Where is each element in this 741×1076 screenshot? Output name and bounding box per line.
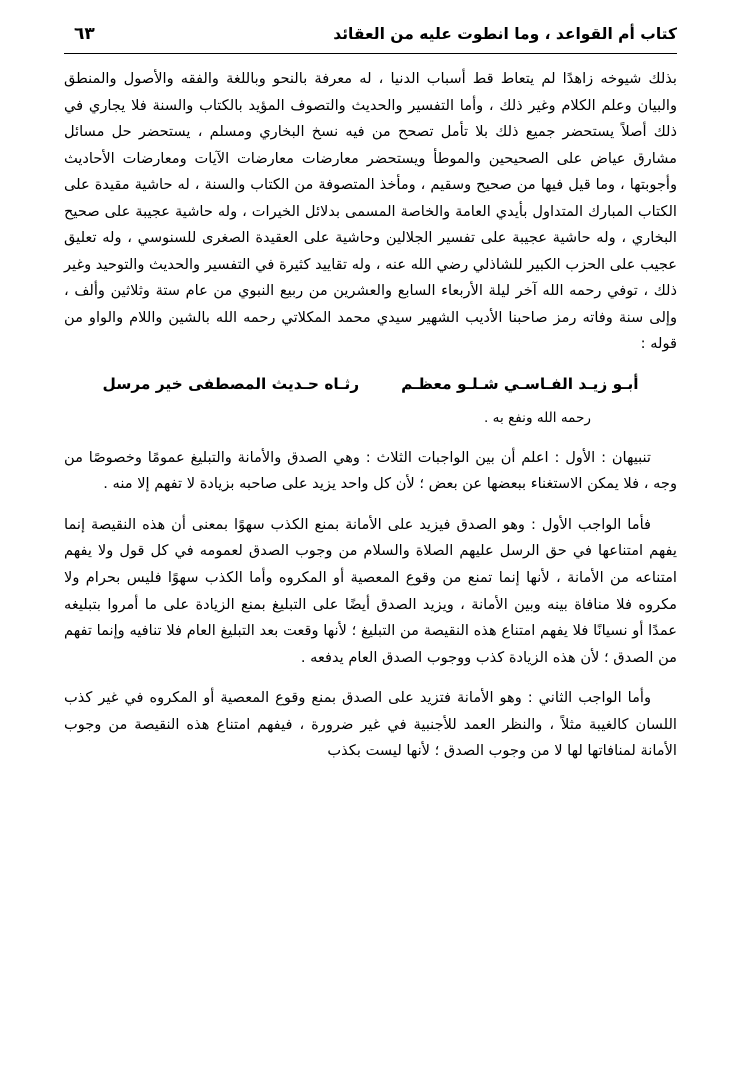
book-title: كتاب أم القواعد ، وما انطوت عليه من العقائد — [333, 25, 677, 44]
header-divider — [64, 53, 677, 54]
paragraph-first-duty: فأما الواجب الأول : وهو الصدق فيزيد على الأمانة بمنع الكذب سهوًا بمعنى أن هذه النقيصة إنما يفهم امتناعها في حق الرسل عليهم الصلاة والسلام من وجوب الصدق لعمومه في كل قول ولا يفهم امتناعه من الأمانة ، لأنها إنما تمنع من وقوع المعصية أو المكروه وأما الكذب سهوًا فليس بحرام ولا مكروه فلا منافاة بينه وبين الأمانة ، ويزيد الصدق أيضًا على التبليغ بمنع الزيادة على ما أمروا بتبليغه عمدًا أو نسيانًا فلا يفهم امتناع هذه النقيصة من التبليغ ؛ لأنها وقعت بعد التبليغ العام فلا تنافيه وإنما تفهم من الصدق ؛ لأن هذه الزيادة كذب ووجوب الصدق العام يدفعه . — [64, 515, 677, 666]
verse-hemistich-left: رثـاه حـديث المصطفى خير مرسل — [102, 375, 360, 394]
paragraph-second-duty: وأما الواجب الثاني : وهو الأمانة فتزيد على الصدق بمنع وقوع المعصية أو المكروه في غير كذب اللسان كالغيبة مثلاً ، والنظر العمد للأجنبية في غير ضرورة ، فيفهم امتناع هذه النقيصة من وجوب الأمانة لمنافاتها لها لا من وجوب الصدق ؛ لأنها ليست بكذب — [64, 689, 677, 760]
paragraph-continuation: بذلك شيوخه زاهدًا لم يتعاط قط أسباب الدنيا ، له معرفة بالنحو وباللغة والفقه والأصول والمنطق والبيان وعلم الكلام وغير ذلك ، وأما التفسير والحديث والتصوف المؤيد بالكتاب والسنة فلا يجاري في ذلك أصلاً يستحضر جميع ذلك بلا تأمل تصحح من فيه نسخ البخاري ومسلم ، يستحضر حل مسائل مشارق عياض على الصحيحين والموطأ ويستحضر معارضات معارضات الآيات ومعارضات الأحاديث وأجوبتها ، وما قيل فيها من صحيح وسقيم ، ومأخذ المتصوفة من الكتاب والسنة ، له حاشية مقيدة على الكتاب المبارك المتداول بأيدي العامة والخاصة المسمى بدلائل الخيرات ، وله حاشية عجيبة على صحيح البخاري ، وله حاشية عجيبة على تفسير الجلالين وحاشية على العقيدة الصغرى للسنوسي ، وله تعليق عجيب على الحزب الكبير للشاذلي رضي الله عنه ، وله تقاييد كثيرة في التفسير والحديث والتوحيد وغير ذلك ، توفي رحمه الله آخر ليلة الأربعاء السابع والعشرين من ربيع النبوي من عام ستة وثلاثين وألف ، وإلى سنة وفاته رمز صاحبنا الأديب الشهير سيدي محمد المكلاتي رحمه الله بالشين واللام والواو من قوله : — [64, 70, 677, 353]
paragraph-tanbihan: تنبيهان : الأول : اعلم أن بين الواجبات الثلاث : وهي الصدق والأمانة والتبليغ عمومًا وخصوصًا من وجه ، فلا يمكن الاستغناء ببعضها عن بعض ؛ لأن كل واحد يزيد على صاحبه بزيادة لا تفهم إلا منه . — [64, 448, 677, 493]
page-number: ٦٣ — [74, 24, 95, 44]
verse-note: رحمه الله ونفع به . — [484, 410, 591, 427]
page-body — [64, 66, 677, 765]
page-header — [64, 24, 677, 50]
poetry-line — [64, 370, 677, 398]
verse-hemistich-right: أبـو زيـد الفـاسـي شـلـو معظـم — [401, 375, 639, 394]
